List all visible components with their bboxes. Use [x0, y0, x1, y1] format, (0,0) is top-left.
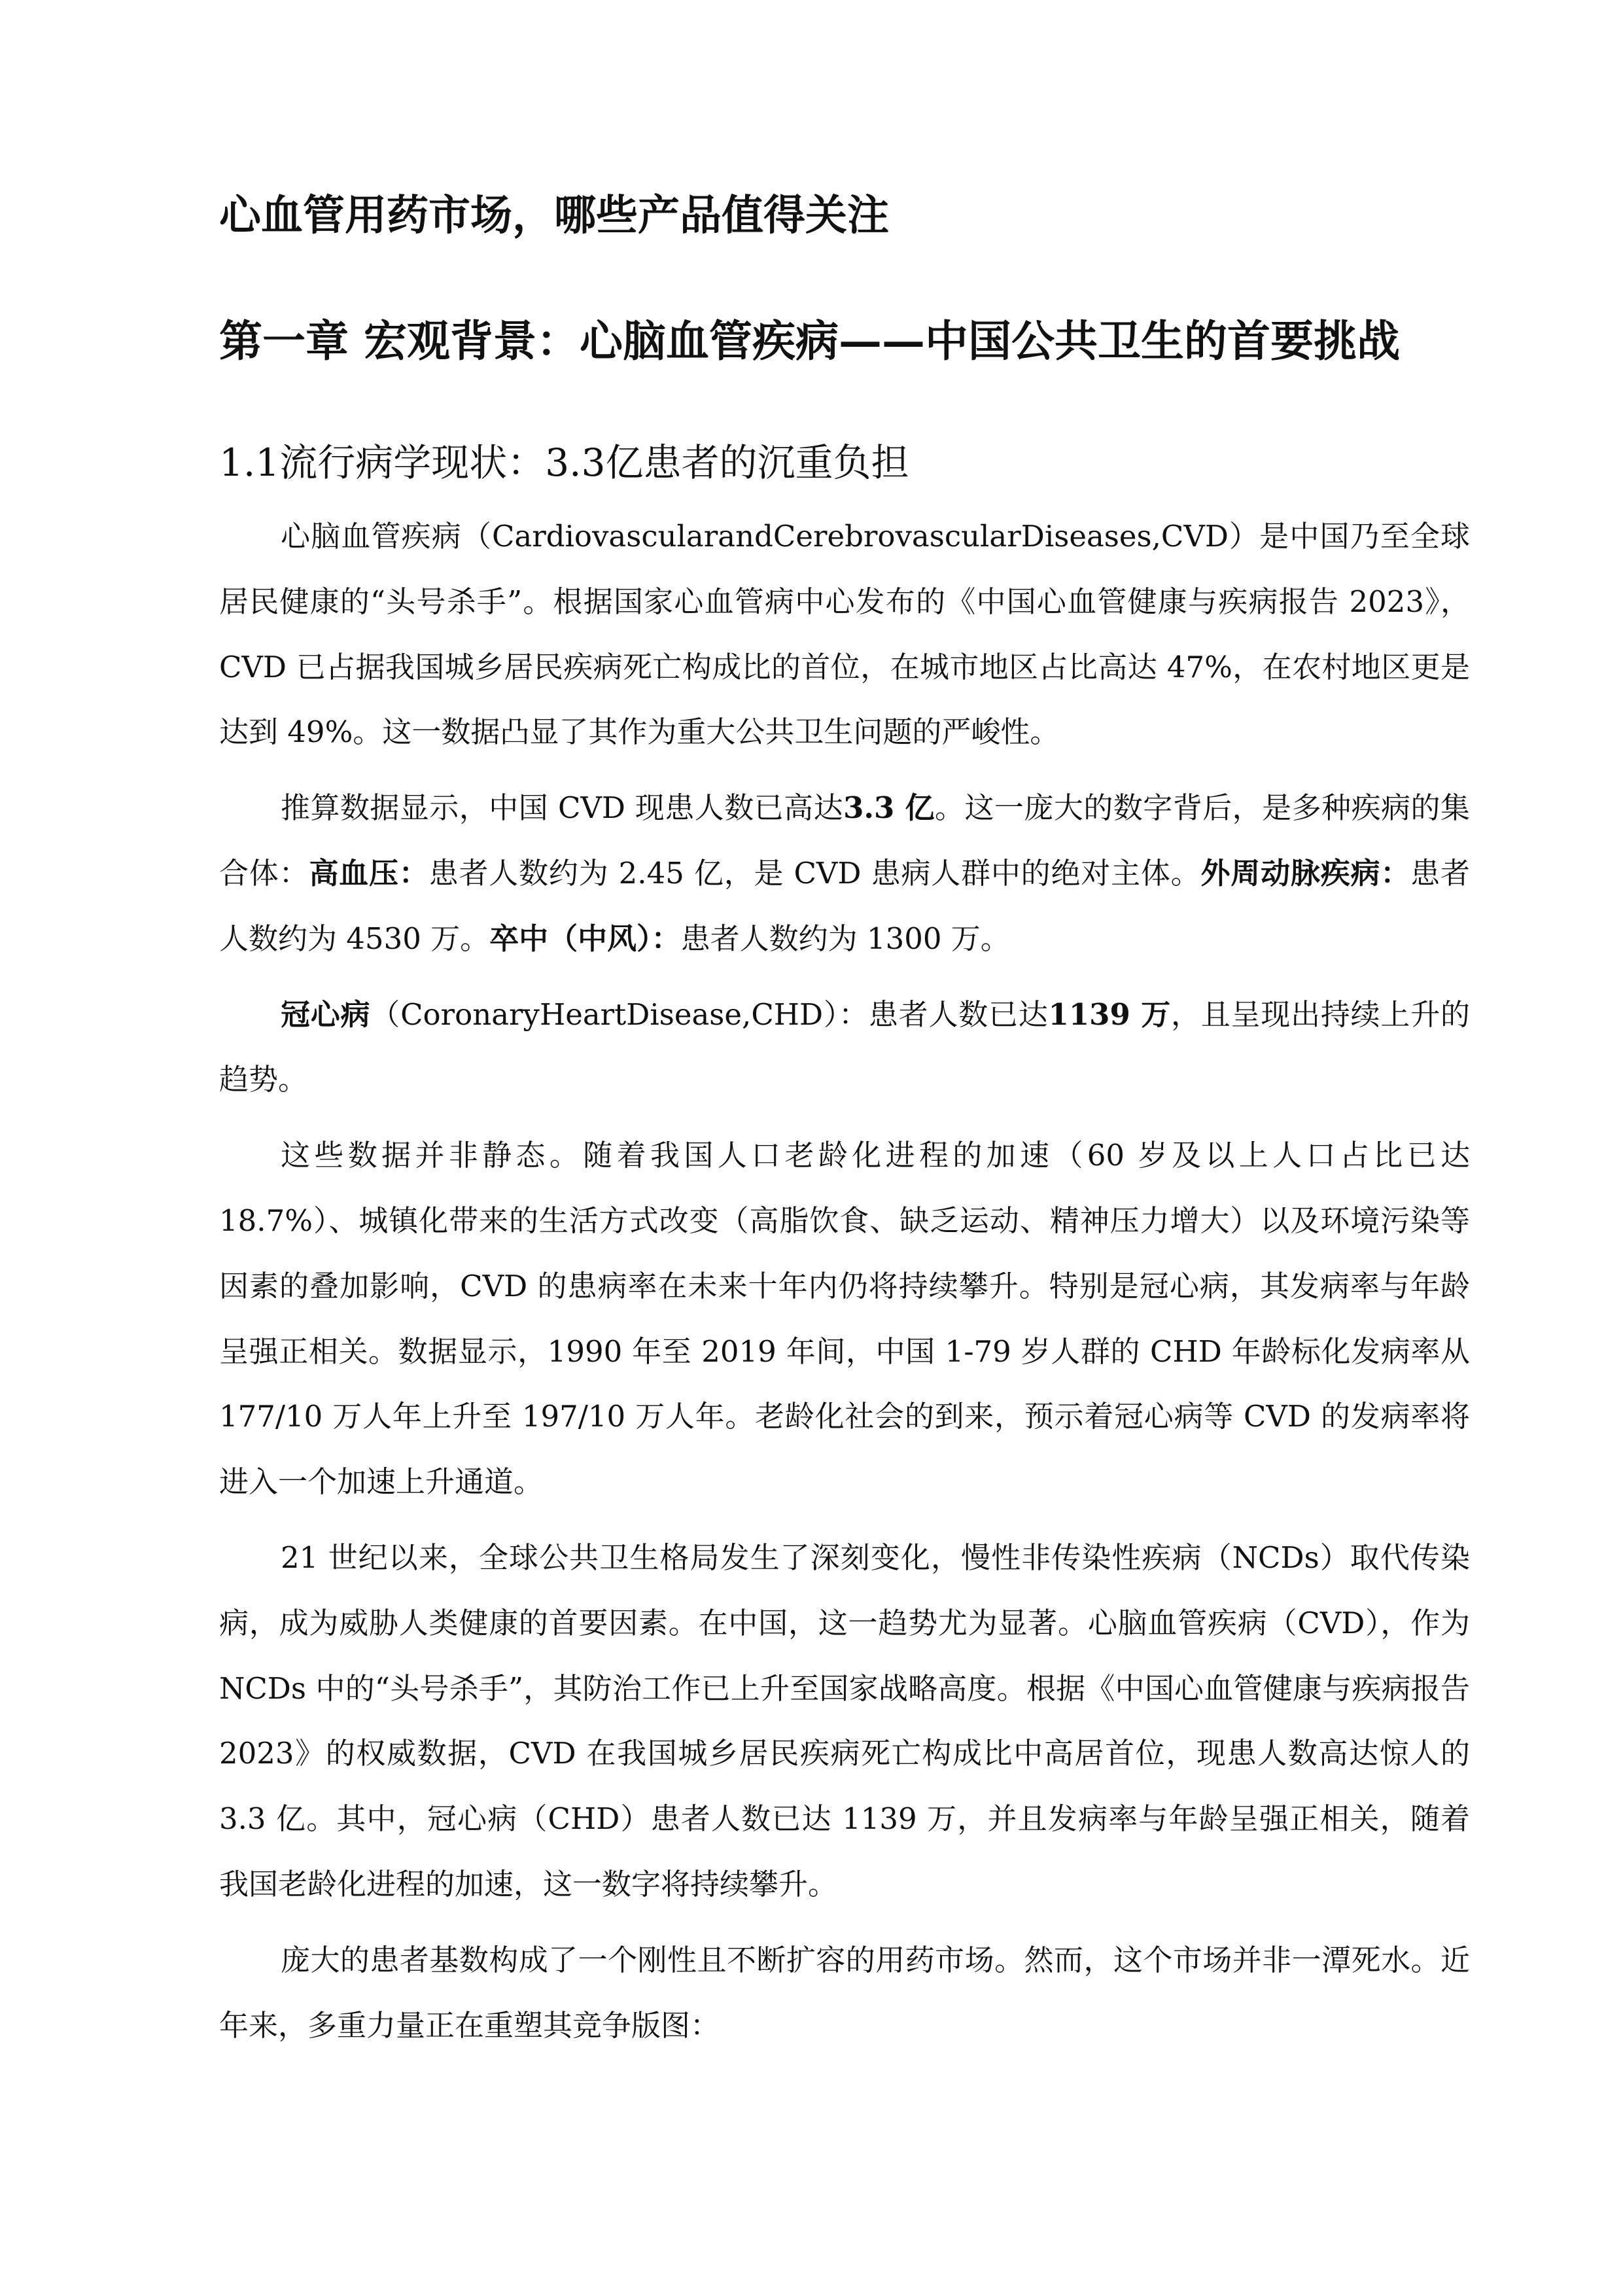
- text-run: ，且呈现出持续上升的趋势。: [219, 997, 1470, 1097]
- text-run: 21 世纪以来，全球公共卫生格局发生了深刻变化，慢性非传染性疾病（NCDs）取代传染病，成为威胁人类健康的首要因素。在中国，这一趋势尤为显著。心脑血管疾病（CVD），作为 NCDs 中的“头号杀手”，其防治工作已上升至国家战略高度。根据《中国心血管健康与疾病报告 2023》的权威数据，CVD 在我国城乡居民疾病死亡构成比中高居首位，现患人数高达惊人的 3.3 亿。其中，冠心病（CHD）患者人数已达 1139 万，并且发病率与年龄呈强正相关，随着我国老龄化进程的加速，这一数字将持续攀升。: [219, 1540, 1470, 1901]
- document-title: 心血管用药市场，哪些产品值得关注: [219, 191, 889, 240]
- bold-run: 1139 万: [1048, 997, 1172, 1032]
- paragraph-6: [219, 1928, 1470, 2058]
- text-run: 心脑血管疾病（CardiovascularandCerebrovascularDiseases,CVD）是中国乃至全球居民健康的“头号杀手”。根据国家心血管病中心发布的《中国心血管健康与疾病报告 2023》，CVD 已占据我国城乡居民疾病死亡构成比的首位，在城市地区占比高达 47%，在农村地区更是达到 49%。这一数据凸显了其作为重大公共卫生问题的严峻性。: [219, 519, 1470, 750]
- text-run: 推算数据显示，中国 CVD 现患人数已高达: [281, 790, 844, 826]
- paragraph-5: [219, 1525, 1470, 1917]
- text-run: （CoronaryHeartDisease,CHD）：患者人数已达: [370, 997, 1049, 1032]
- text-run: 庞大的患者基数构成了一个刚性且不断扩容的用药市场。然而，这个市场并非一潭死水。近年来，多重力量正在重塑其竞争版图：: [219, 1942, 1470, 2043]
- bold-run: 3.3 亿: [843, 790, 935, 826]
- bold-run: 外周动脉疾病：: [1200, 855, 1411, 891]
- paragraph-4: [219, 1123, 1470, 1515]
- paragraph-3: [219, 982, 1470, 1113]
- section-heading: 1.1流行病学现状：3.3亿患者的沉重负担: [219, 440, 909, 485]
- bold-run: 卒中（中风）：: [489, 921, 681, 956]
- paragraph-2: [219, 775, 1470, 971]
- paragraph-1: [219, 504, 1470, 765]
- body-text: [219, 504, 1470, 2068]
- chapter-heading: 第一章 宏观背景：心脑血管疾病——中国公共卫生的首要挑战: [219, 315, 1400, 366]
- text-run: 患者人数约为 4530 万。: [219, 855, 1470, 956]
- bold-run: 高血压：: [309, 855, 429, 891]
- text-run: 这些数据并非静态。随着我国人口老龄化进程的加速（60 岁及以上人口占比已达 18.7%）、城镇化带来的生活方式改变（高脂饮食、缺乏运动、精神压力增大）以及环境污染等因素的叠加影响，CVD 的患病率在未来十年内仍将持续攀升。特别是冠心病，其发病率与年龄呈强正相关。数据显示，1990 年至 2019 年间，中国 1-79 岁人群的 CHD 年龄标化发病率从 177/10 万人年上升至 197/10 万人年。老龄化社会的到来，预示着冠心病等 CVD 的发病率将进入一个加速上升通道。: [219, 1138, 1470, 1500]
- bold-run: 冠心病: [281, 997, 371, 1032]
- text-run: 患者人数约为 1300 万。: [680, 921, 1010, 956]
- text-run: 。这一庞大的数字背后，是多种疾病的集合体：: [219, 790, 1470, 891]
- text-run: 患者人数约为 2.45 亿，是 CVD 患病人群中的绝对主体。: [428, 855, 1201, 891]
